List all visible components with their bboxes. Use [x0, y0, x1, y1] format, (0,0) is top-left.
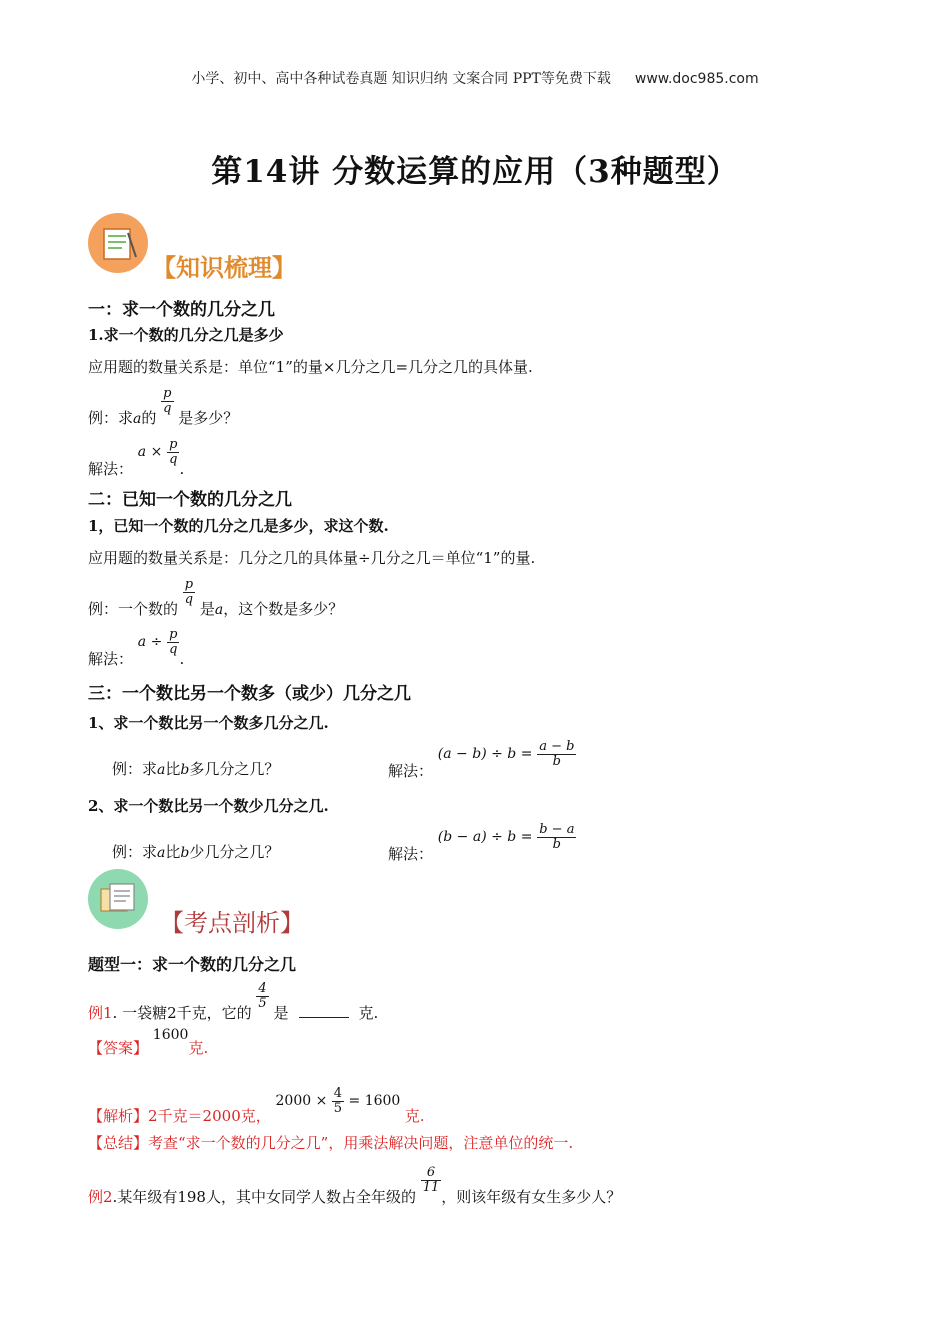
- answer-line: 【答案】 1600克.: [88, 1027, 209, 1057]
- example2: 例2.某年级有198人，其中女同学人数占全年级的 $\frac{6}{11}$ ，则该年级有女生多少人？: [88, 1165, 622, 1207]
- part3-solution2: 解法： (b − a) ÷ b = $\frac{b - a}{b}$: [388, 822, 575, 864]
- part3-example2: 例：求a比b少几分之几？: [112, 843, 280, 861]
- section-heading-knowledge: 【知识梳理】: [152, 253, 296, 282]
- page-title: 第14讲 分数运算的应用（3种题型）: [211, 154, 739, 190]
- part1-sub: 1.求一个数的几分之几是多少: [88, 326, 284, 344]
- section-heading-analysis: 【考点剖析】: [160, 909, 304, 937]
- part3-example1: 例：求a比b多几分之几？: [112, 760, 280, 778]
- summary-line: 【总结】考查“求一个数的几分之几”，用乘法解决问题，注意单位的统一.: [88, 1134, 574, 1152]
- header-text: 小学、初中、高中各种试卷真题 知识归纳 文案合同 PPT等免费下载: [191, 71, 611, 87]
- notebook-icon: [88, 213, 148, 273]
- page-header: [0, 68, 950, 88]
- part3-solution1: 解法： (a − b) ÷ b = $\frac{a - b}{b}$: [388, 739, 575, 781]
- part3-sub1: 1、求一个数比另一个数多几分之几.: [88, 714, 329, 732]
- part2-example: 例：一个数的 $\frac{p}{q}$ 是a，这个数是多少？: [88, 577, 344, 619]
- part1-title: 一：求一个数的几分之几: [88, 300, 275, 320]
- part1-solution: 解法： a × $\frac{p}{q}$ .: [88, 437, 185, 479]
- fraction-p-q: $\frac{p}{q}$: [163, 386, 172, 416]
- part2-title: 二：已知一个数的几分之几: [88, 490, 292, 510]
- example1: 例1. 一袋糖2千克，它的 $\frac{4}{5}$ 是 克.: [88, 981, 379, 1023]
- document-icon: [88, 869, 148, 929]
- header-site[interactable]: www.doc985.com: [634, 71, 759, 87]
- analysis-line: 【解析】2千克＝2000克， 2000 × $\frac{4}{5}$ = 1600 克.: [88, 1086, 425, 1126]
- part1-relation: 应用题的数量关系是：单位“1”的量×几分之几=几分之几的具体量.: [88, 358, 533, 376]
- part3-title: 三：一个数比另一个数多（或少）几分之几: [88, 684, 411, 704]
- part2-solution: 解法： a ÷ $\frac{p}{q}$ .: [88, 627, 185, 669]
- answer-blank[interactable]: [299, 1003, 349, 1018]
- part2-sub: 1，已知一个数的几分之几是多少，求这个数.: [88, 517, 389, 535]
- part3-sub2: 2、求一个数比另一个数少几分之几.: [88, 797, 329, 815]
- part2-relation: 应用题的数量关系是：几分之几的具体量÷几分之几＝单位“1”的量.: [88, 549, 536, 567]
- part1-example: 例：求a的 $\frac{p}{q}$ 是多少？: [88, 386, 239, 428]
- type1-title: 题型一：求一个数的几分之几: [88, 955, 297, 974]
